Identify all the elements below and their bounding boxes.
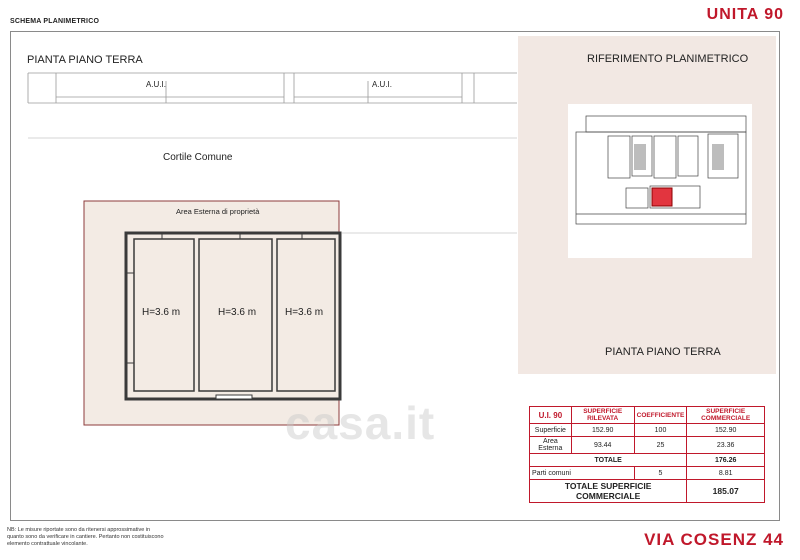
table-header-commerciale: SUPERFICIE COMMERCIALE xyxy=(687,407,765,424)
table-row-parti-comuni xyxy=(530,467,765,480)
surface-table-box xyxy=(518,398,776,502)
row-label: Superficie xyxy=(530,424,572,437)
row-coeff: 100 xyxy=(634,424,687,437)
totale-label: TOTALE xyxy=(530,454,687,467)
floor-plan-drawing xyxy=(12,33,517,521)
row-coeff: 25 xyxy=(634,437,687,454)
aui-label: A.U.I. xyxy=(146,80,167,89)
watermark: casa.it xyxy=(285,397,436,449)
address: VIA COSENZ 44 xyxy=(644,530,784,549)
grand-total-label: TOTALE SUPERFICIE COMMERCIALE xyxy=(530,480,687,503)
courtyard-label: Cortile Comune xyxy=(163,152,233,163)
table-header-rilevata: SUPERFICIE RILEVATA xyxy=(571,407,634,424)
reference-title: RIFERIMENTO PLANIMETRICO xyxy=(587,53,749,65)
room-height-label: H=3.6 m xyxy=(285,307,324,318)
table-row-totale xyxy=(530,454,765,467)
row-rilevata: 93.44 xyxy=(571,437,634,454)
table-row xyxy=(530,437,765,454)
reference-caption: PIANTA PIANO TERRA xyxy=(605,346,721,358)
plan-title: PIANTA PIANO TERRA xyxy=(27,54,143,66)
row-commerciale: 23.36 xyxy=(687,437,765,454)
unit-title: UNITA 90 xyxy=(706,6,784,23)
room-height-label: H=3.6 m xyxy=(218,307,257,318)
room-height-label: H=3.6 m xyxy=(142,307,181,318)
row-rilevata: 152.90 xyxy=(571,424,634,437)
parti-comuni-label: Parti comuni xyxy=(530,467,635,480)
table-header-unit: U.I. 90 xyxy=(530,407,572,424)
section-label: SCHEMA PLANIMETRICO xyxy=(10,18,100,25)
table-row xyxy=(530,424,765,437)
totale-value: 176.26 xyxy=(687,454,765,467)
table-row-grand-total xyxy=(530,480,765,503)
highlighted-unit xyxy=(652,188,672,206)
row-commerciale: 152.90 xyxy=(687,424,765,437)
aui-label: A.U.I. xyxy=(372,80,393,89)
surface-table xyxy=(529,406,765,503)
table-header-coefficiente: COEFFICIENTE xyxy=(634,407,687,424)
footnote: NB: Le misure riportate sono da ritenersi approssimative in quanto sono da verificare in cantiere. Pertanto non costituiscono elemento contrattuale vincolante. xyxy=(7,527,164,547)
row-label: Area Esterna xyxy=(530,437,572,454)
grand-total-value: 185.07 xyxy=(687,480,765,503)
external-area-label: Area Esterna di proprietà xyxy=(176,207,260,216)
reference-site-plan xyxy=(568,104,752,258)
parti-comuni-value: 8.81 xyxy=(687,467,765,480)
parti-comuni-coeff: 5 xyxy=(634,467,687,480)
